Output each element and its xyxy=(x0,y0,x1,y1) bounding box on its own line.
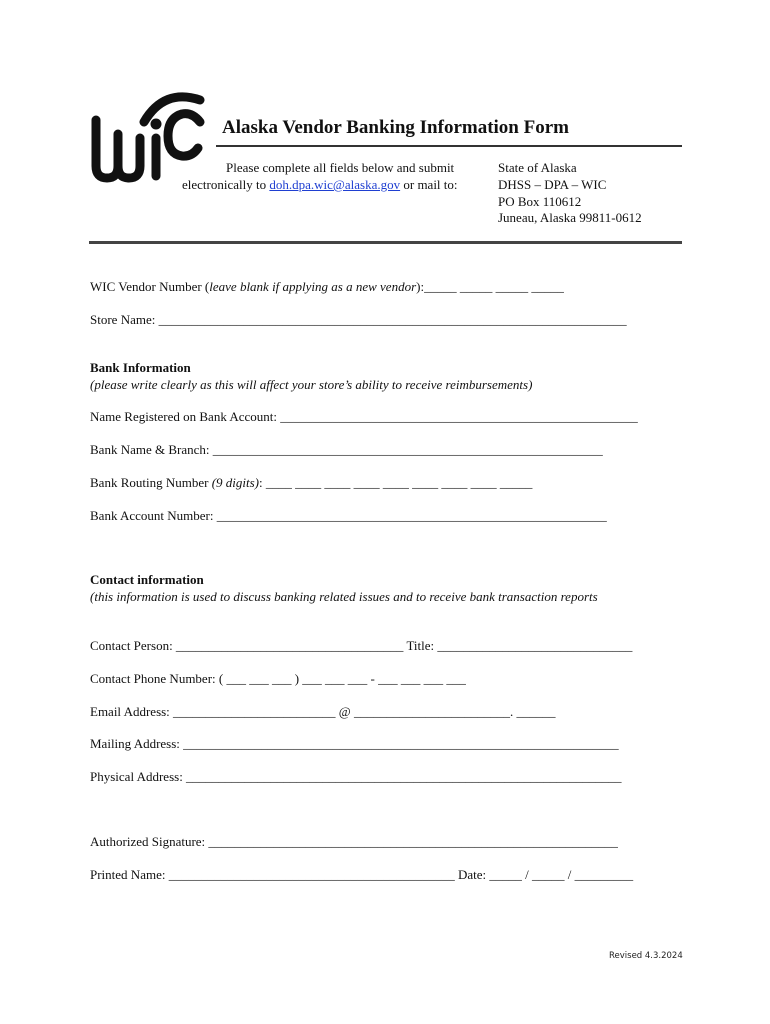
instruction-line-1: Please complete all fields below and submit xyxy=(226,160,455,175)
email-link[interactable]: doh.dpa.wic@alaska.gov xyxy=(269,177,401,192)
email-address-field[interactable]: Email Address: _________________________ @ ________________________. ______ xyxy=(90,704,556,719)
routing-hint: (9 digits) xyxy=(211,475,259,490)
instruction-prefix: electronically to xyxy=(182,177,270,192)
form-title: Alaska Vendor Banking Information Form xyxy=(222,117,569,138)
routing-label: Bank Routing Number xyxy=(90,475,212,490)
bank-name-field[interactable]: Bank Name & Branch: ____________________________________________________________ xyxy=(90,442,603,457)
address-line-4: Juneau, Alaska 99811-0612 xyxy=(498,210,642,225)
vendor-number-label: WIC Vendor Number ( xyxy=(90,279,210,294)
contact-person-field[interactable]: Contact Person: ___________________________________ Title: ______________________________ xyxy=(90,638,633,653)
bank-info-heading: Bank Information xyxy=(90,360,191,375)
vendor-number-hint: leave blank if applying as a new vendor xyxy=(209,279,417,294)
routing-blanks: : ____ ____ ____ ____ ____ ____ ____ ____ _____ xyxy=(259,475,533,490)
revised-date: Revised 4.3.2024 xyxy=(609,951,683,961)
instruction-suffix: or mail to: xyxy=(400,177,458,192)
bank-info-note: (please write clearly as this will affect your store’s ability to receive reimbursements) xyxy=(90,377,533,392)
address-line-1: State of Alaska xyxy=(498,160,577,175)
name-registered-field[interactable]: Name Registered on Bank Account: _______________________________________________________ xyxy=(90,409,638,424)
contact-info-heading: Contact information xyxy=(90,572,204,587)
mailing-address-field[interactable]: Mailing Address: ___________________________________________________________________ xyxy=(90,736,619,751)
address-line-3: PO Box 110612 xyxy=(498,194,582,209)
store-name-field[interactable]: Store Name: ________________________________________________________________________ xyxy=(90,312,627,327)
vendor-number-blanks: ):_____ _____ _____ _____ xyxy=(416,279,564,294)
authorized-signature-field[interactable]: Authorized Signature: _______________________________________________________________ xyxy=(90,834,618,849)
physical-address-field[interactable]: Physical Address: ___________________________________________________________________ xyxy=(90,769,622,784)
account-number-field[interactable]: Bank Account Number: ____________________________________________________________ xyxy=(90,508,607,523)
printed-name-date-field[interactable]: Printed Name: ____________________________________________ Date: _____ / _____ / _________ xyxy=(90,867,634,882)
header-divider xyxy=(89,241,682,244)
address-line-2: DHSS – DPA – WIC xyxy=(498,177,607,192)
routing-number-field[interactable] xyxy=(90,475,532,491)
contact-info-note: (this information is used to discuss banking related issues and to receive bank transaction reports xyxy=(90,589,598,604)
contact-phone-field[interactable]: Contact Phone Number: ( ___ ___ ___ ) ___ ___ ___ - ___ ___ ___ ___ xyxy=(90,671,466,686)
instruction-line-2 xyxy=(182,177,458,193)
vendor-number-field[interactable] xyxy=(90,279,564,295)
wic-logo-icon xyxy=(88,82,212,186)
title-rule xyxy=(216,145,682,147)
